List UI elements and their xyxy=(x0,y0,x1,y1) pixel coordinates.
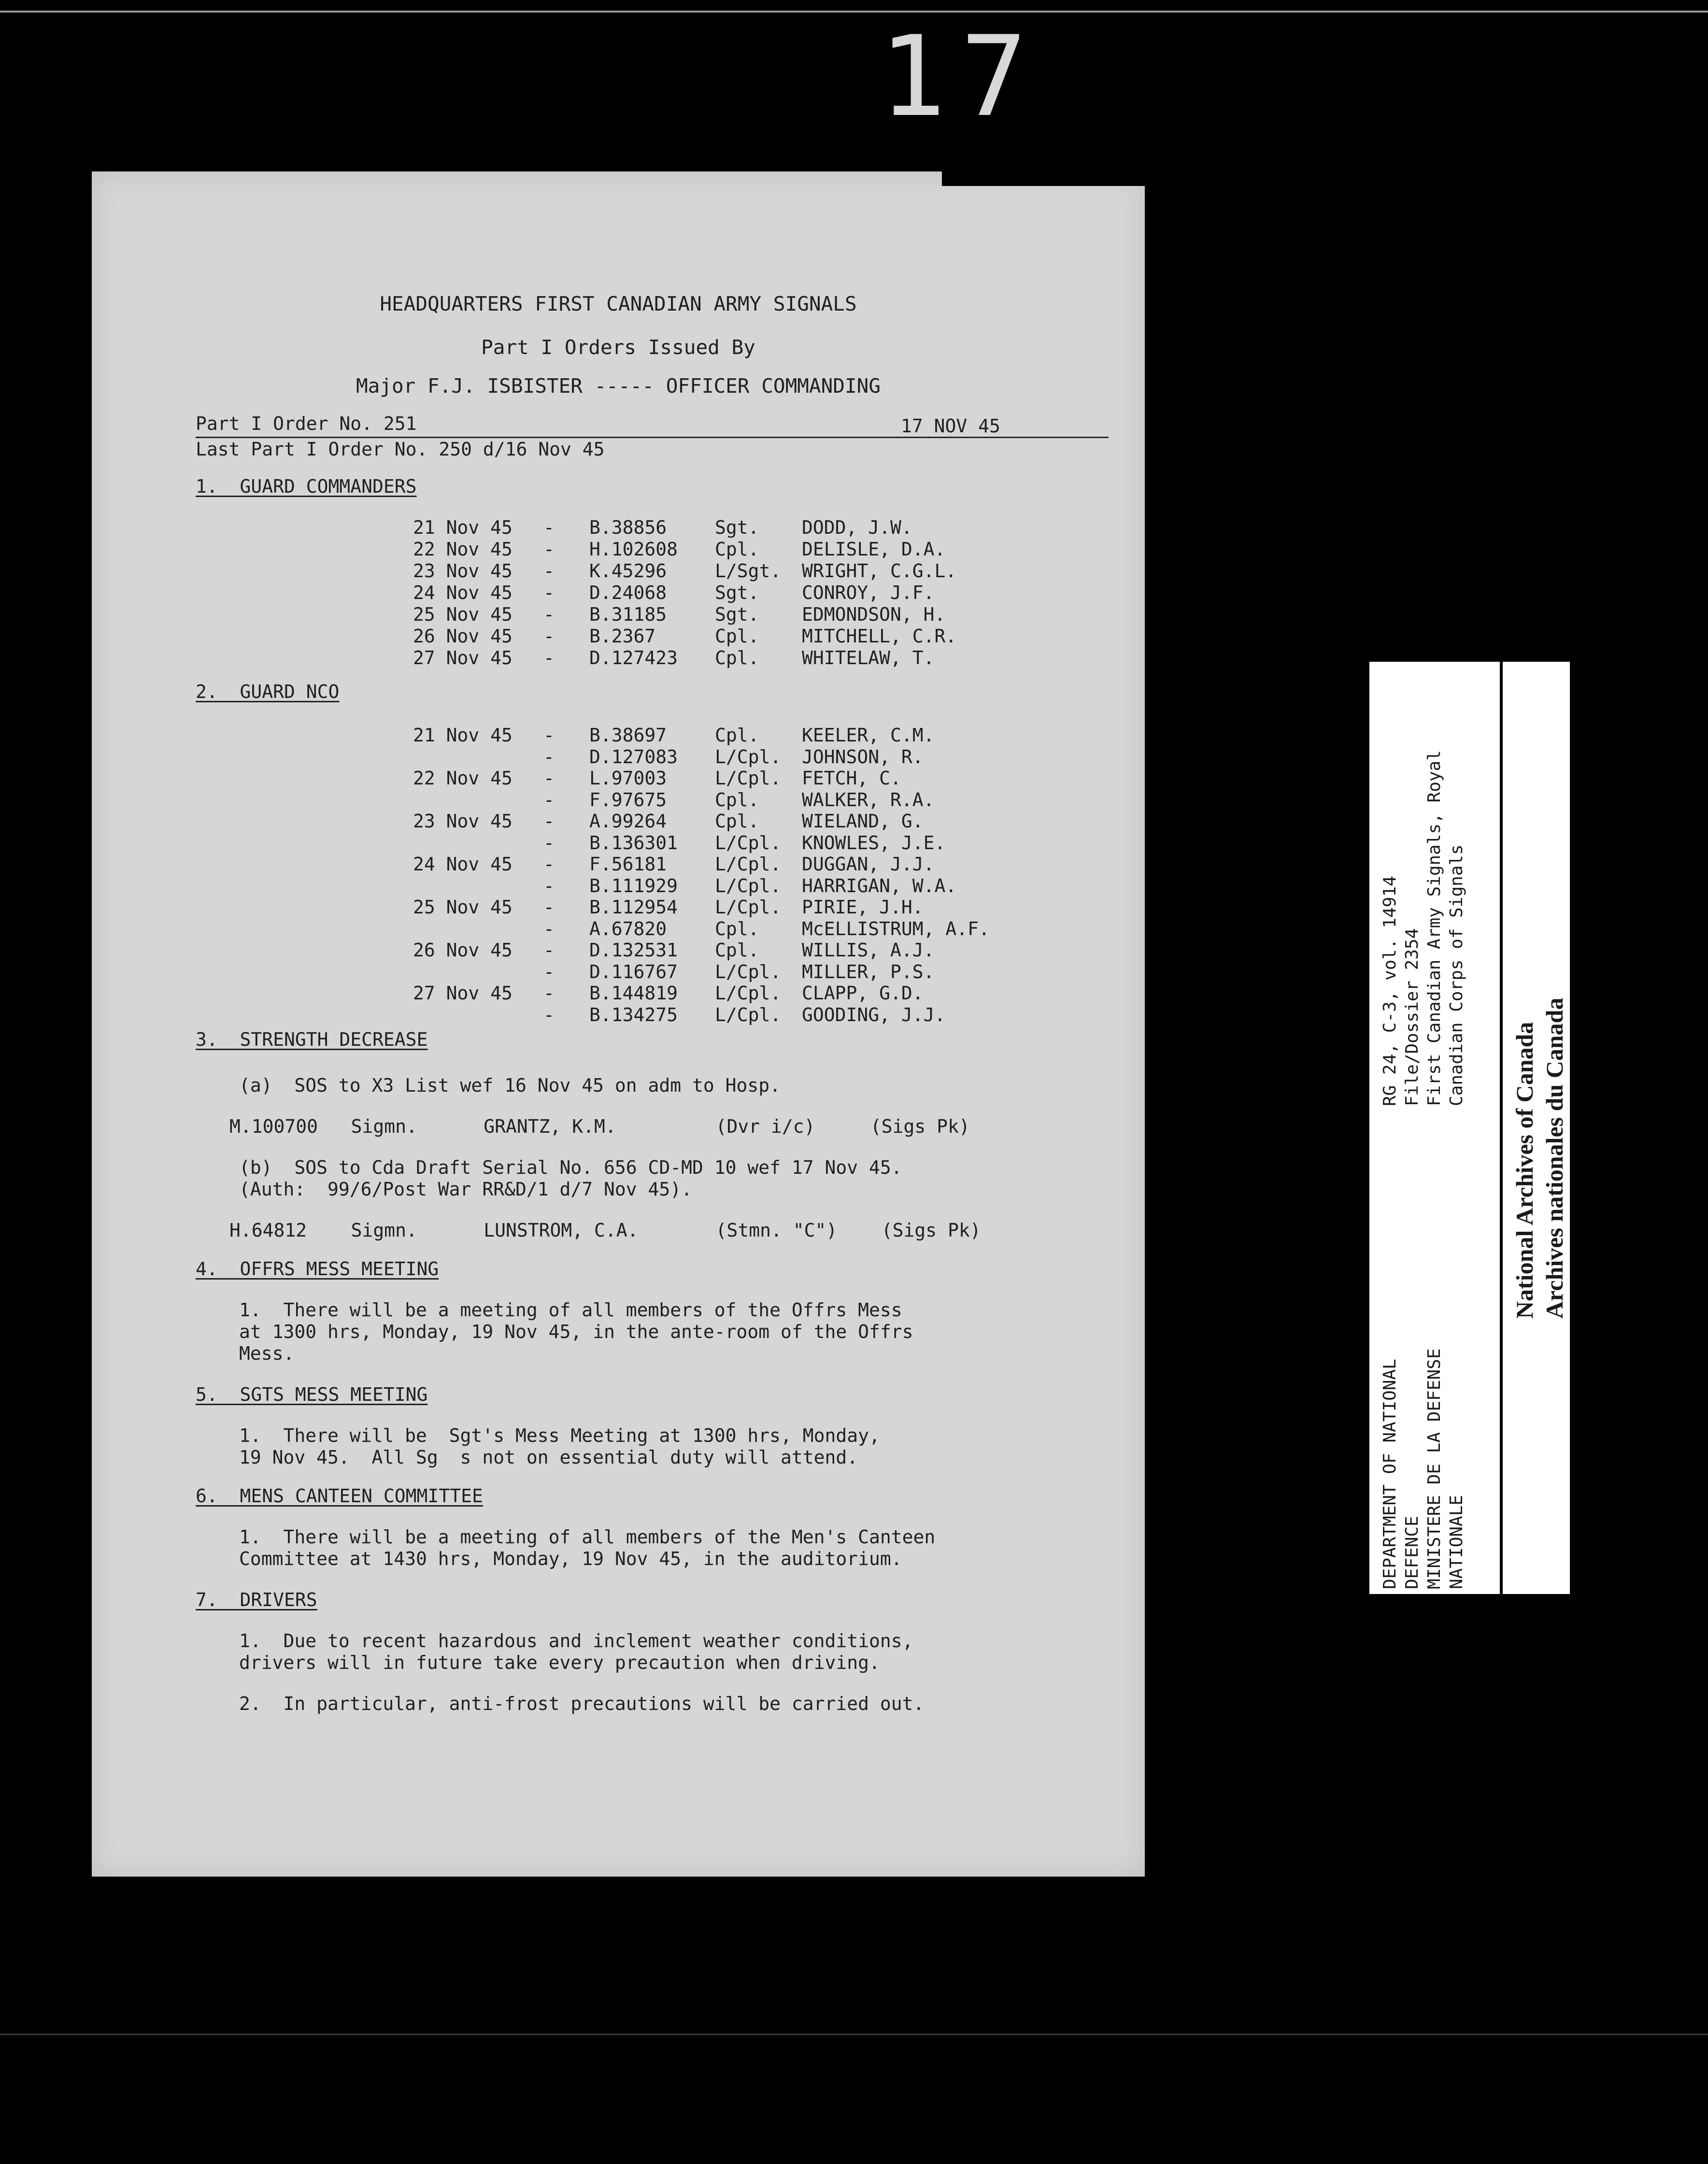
guard-commander-separator: - xyxy=(543,647,555,669)
document-page xyxy=(92,171,1145,1877)
guard-commander-separator: - xyxy=(543,582,555,603)
offrs-mess-line-1: 1. There will be a meeting of all members of the Offrs Mess xyxy=(239,1299,902,1321)
guard-nco-name: WILLIS, A.J. xyxy=(802,940,935,961)
guard-nco-name: DUGGAN, J.J. xyxy=(802,854,935,875)
film-top-rule xyxy=(0,11,1708,13)
archive-label xyxy=(1369,662,1570,1594)
guard-nco-name: KEELER, C.M. xyxy=(802,725,935,746)
guard-nco-separator: - xyxy=(543,768,555,789)
offrs-mess-line-2: at 1300 hrs, Monday, 19 Nov 45, in the ante-room of the Offrs xyxy=(239,1321,913,1342)
document-subtitle: Part I Orders Issued By xyxy=(481,336,755,359)
guard-nco-separator: - xyxy=(543,832,555,854)
archive-dept-line-3: MINISTERE DE LA DEFENSE xyxy=(1424,1348,1444,1589)
guard-nco-name: MILLER, P.S. xyxy=(802,961,935,982)
guard-commander-date: 26 Nov 45 xyxy=(413,626,512,647)
guard-nco-number: B.112954 xyxy=(589,897,678,918)
guard-nco-name: PIRIE, J.H. xyxy=(802,897,924,918)
archive-ref-line-3: First Canadian Army Signals, Royal xyxy=(1424,750,1444,1106)
strength-a-text: (a) SOS to X3 List wef 16 Nov 45 on adm to Hosp. xyxy=(239,1075,781,1096)
guard-nco-number: D.127083 xyxy=(589,746,678,768)
guard-nco-separator: - xyxy=(543,811,555,832)
guard-nco-rank: Cpl. xyxy=(715,918,759,940)
guard-nco-number: B.136301 xyxy=(589,832,678,854)
last-order: Last Part I Order No. 250 d/16 Nov 45 xyxy=(196,439,605,460)
guard-commander-separator: - xyxy=(543,626,555,647)
guard-commander-date: 21 Nov 45 xyxy=(413,517,512,538)
guard-nco-rank: Cpl. xyxy=(715,811,759,832)
order-date: 17 NOV 45 xyxy=(901,415,1000,437)
guard-commander-rank: Cpl. xyxy=(715,647,759,669)
guard-commander-rank: Cpl. xyxy=(715,626,759,647)
order-number: Part I Order No. 251 xyxy=(196,413,417,434)
archive-name-en: National Archives of Canada xyxy=(1511,1022,1538,1319)
guard-commander-name: MITCHELL, C.R. xyxy=(802,626,957,647)
guard-commander-rank: Sgt. xyxy=(715,604,759,625)
guard-nco-name: WIELAND, G. xyxy=(802,811,924,832)
archive-label-divider xyxy=(1500,662,1503,1594)
guard-nco-date: 24 Nov 45 xyxy=(413,854,512,875)
guard-commander-date: 25 Nov 45 xyxy=(413,604,512,625)
guard-commander-number: B.31185 xyxy=(589,604,667,625)
guard-nco-name: HARRIGAN, W.A. xyxy=(802,875,957,897)
film-bottom-rule xyxy=(0,2034,1708,2035)
guard-nco-number: F.97675 xyxy=(589,789,667,811)
guard-nco-date: 25 Nov 45 xyxy=(413,897,512,918)
section-offrs-mess-title: 4. OFFRS MESS MEETING xyxy=(196,1258,439,1280)
section-canteen-title: 6. MENS CANTEEN COMMITTEE xyxy=(196,1485,483,1507)
guard-nco-separator: - xyxy=(543,940,555,961)
guard-nco-rank: Cpl. xyxy=(715,940,759,961)
offrs-mess-line-3: Mess. xyxy=(239,1343,295,1364)
archive-ref-line-4: Canadian Corps of Signals xyxy=(1447,844,1466,1106)
guard-nco-name: FETCH, C. xyxy=(802,768,901,789)
guard-nco-name: WALKER, R.A. xyxy=(802,789,935,811)
archive-ref-line-1: RG 24, C-3, vol. 14914 xyxy=(1380,876,1400,1106)
guard-nco-separator: - xyxy=(543,854,555,875)
guard-commander-date: 22 Nov 45 xyxy=(413,539,512,560)
drivers-line-2: drivers will in future take every precaution when driving. xyxy=(239,1652,880,1673)
canteen-line-1: 1. There will be a meeting of all members of the Men's Canteen xyxy=(239,1526,936,1548)
guard-nco-number: B.134275 xyxy=(589,1004,678,1025)
strength-b-text: (b) SOS to Cda Draft Serial No. 656 CD-MD 10 wef 17 Nov 45. xyxy=(239,1157,902,1178)
guard-nco-number: F.56181 xyxy=(589,854,667,875)
guard-commander-separator: - xyxy=(543,604,555,625)
guard-nco-date: 27 Nov 45 xyxy=(413,982,512,1004)
guard-nco-name: KNOWLES, J.E. xyxy=(802,832,946,854)
guard-commander-rank: Sgt. xyxy=(715,582,759,603)
guard-commander-date: 24 Nov 45 xyxy=(413,582,512,603)
canteen-line-2: Committee at 1430 hrs, Monday, 19 Nov 45, in the auditorium. xyxy=(239,1548,902,1569)
guard-commander-name: EDMONDSON, H. xyxy=(802,604,946,625)
sgts-mess-line-2: 19 Nov 45. All Sg s not on essential duty will attend. xyxy=(239,1447,858,1468)
document-issuer: Major F.J. ISBISTER ----- OFFICER COMMANDING xyxy=(356,374,881,398)
guard-nco-number: A.99264 xyxy=(589,811,667,832)
guard-nco-rank: L/Cpl. xyxy=(715,854,782,875)
strength-a-entry: M.100700 Sigmn. GRANTZ, K.M. (Dvr i/c) (Sigs Pk) xyxy=(229,1116,970,1137)
drivers-line-1: 1. Due to recent hazardous and inclement weather conditions, xyxy=(239,1630,913,1651)
guard-commander-rank: Sgt. xyxy=(715,517,759,538)
guard-commander-number: H.102608 xyxy=(589,539,678,560)
sgts-mess-line-1: 1. There will be Sgt's Mess Meeting at 1300 hrs, Monday, xyxy=(239,1425,880,1446)
guard-nco-number: D.116767 xyxy=(589,961,678,982)
guard-nco-rank: L/Cpl. xyxy=(715,768,782,789)
guard-commander-name: CONROY, J.F. xyxy=(802,582,935,603)
guard-commander-separator: - xyxy=(543,560,555,582)
guard-nco-name: JOHNSON, R. xyxy=(802,746,924,768)
guard-commander-name: WRIGHT, C.G.L. xyxy=(802,560,957,582)
guard-commander-separator: - xyxy=(543,517,555,538)
drivers-line-3: 2. In particular, anti-frost precautions will be carried out. xyxy=(239,1693,925,1714)
archive-ref-line-2: File/Dossier 2354 xyxy=(1402,928,1422,1106)
guard-nco-separator: - xyxy=(543,897,555,918)
guard-commander-date: 27 Nov 45 xyxy=(413,647,512,669)
guard-nco-number: B.144819 xyxy=(589,982,678,1004)
guard-nco-separator: - xyxy=(543,1004,555,1025)
section-drivers-title: 7. DRIVERS xyxy=(196,1589,317,1610)
guard-nco-separator: - xyxy=(543,961,555,982)
guard-nco-rank: Cpl. xyxy=(715,725,759,746)
guard-nco-rank: L/Cpl. xyxy=(715,961,782,982)
guard-commander-separator: - xyxy=(543,539,555,560)
guard-commander-name: DODD, J.W. xyxy=(802,517,912,538)
guard-commander-rank: Cpl. xyxy=(715,539,759,560)
archive-dept-line-2: DEFENCE xyxy=(1402,1516,1422,1589)
guard-nco-name: McELLISTRUM, A.F. xyxy=(802,918,990,940)
guard-nco-rank: L/Cpl. xyxy=(715,746,782,768)
guard-nco-number: L.97003 xyxy=(589,768,667,789)
guard-commander-number: K.45296 xyxy=(589,560,667,582)
guard-nco-rank: L/Cpl. xyxy=(715,982,782,1004)
section-guard-nco-title: 2. GUARD NCO xyxy=(196,681,340,702)
page-torn-edge xyxy=(942,171,1145,186)
guard-nco-name: CLAPP, G.D. xyxy=(802,982,924,1004)
section-guard-commanders-title: 1. GUARD COMMANDERS xyxy=(196,476,417,497)
guard-commander-number: D.24068 xyxy=(589,582,667,603)
section-strength-decrease-title: 3. STRENGTH DECREASE xyxy=(196,1029,428,1050)
guard-nco-separator: - xyxy=(543,789,555,811)
guard-nco-separator: - xyxy=(543,875,555,897)
archive-dept-line-4: NATIONALE xyxy=(1447,1495,1466,1589)
frame-number: 17 xyxy=(879,13,1042,142)
guard-nco-number: A.67820 xyxy=(589,918,667,940)
guard-nco-date: 23 Nov 45 xyxy=(413,811,512,832)
document-title: HEADQUARTERS FIRST CANADIAN ARMY SIGNALS xyxy=(380,292,857,315)
archive-dept-line-1: DEPARTMENT OF NATIONAL xyxy=(1380,1359,1400,1589)
guard-nco-name: GOODING, J.J. xyxy=(802,1004,946,1025)
guard-nco-number: B.111929 xyxy=(589,875,678,897)
guard-commander-date: 23 Nov 45 xyxy=(413,560,512,582)
guard-nco-rank: L/Cpl. xyxy=(715,1004,782,1025)
strength-b-entry: H.64812 Sigmn. LUNSTROM, C.A. (Stmn. "C") (Sigs Pk) xyxy=(229,1220,981,1241)
section-sgts-mess-title: 5. SGTS MESS MEETING xyxy=(196,1384,428,1405)
guard-nco-rank: L/Cpl. xyxy=(715,875,782,897)
guard-commander-name: WHITELAW, T. xyxy=(802,647,935,669)
guard-commander-number: D.127423 xyxy=(589,647,678,669)
guard-nco-date: 21 Nov 45 xyxy=(413,725,512,746)
guard-nco-date: 26 Nov 45 xyxy=(413,940,512,961)
guard-commander-number: B.38856 xyxy=(589,517,667,538)
guard-commander-name: DELISLE, D.A. xyxy=(802,539,946,560)
guard-nco-rank: L/Cpl. xyxy=(715,832,782,854)
strength-b-auth: (Auth: 99/6/Post War RR&D/1 d/7 Nov 45). xyxy=(239,1179,692,1200)
guard-nco-rank: L/Cpl. xyxy=(715,897,782,918)
guard-nco-separator: - xyxy=(543,982,555,1004)
guard-nco-separator: - xyxy=(543,725,555,746)
guard-commander-number: B.2367 xyxy=(589,626,656,647)
guard-commander-rank: L/Sgt. xyxy=(715,560,782,582)
guard-nco-number: B.38697 xyxy=(589,725,667,746)
guard-nco-rank: Cpl. xyxy=(715,789,759,811)
order-rule xyxy=(196,437,1109,438)
archive-name-fr: Archives nationales du Canada xyxy=(1541,997,1568,1319)
guard-nco-separator: - xyxy=(543,746,555,768)
guard-nco-number: D.132531 xyxy=(589,940,678,961)
guard-nco-separator: - xyxy=(543,918,555,940)
guard-nco-date: 22 Nov 45 xyxy=(413,768,512,789)
